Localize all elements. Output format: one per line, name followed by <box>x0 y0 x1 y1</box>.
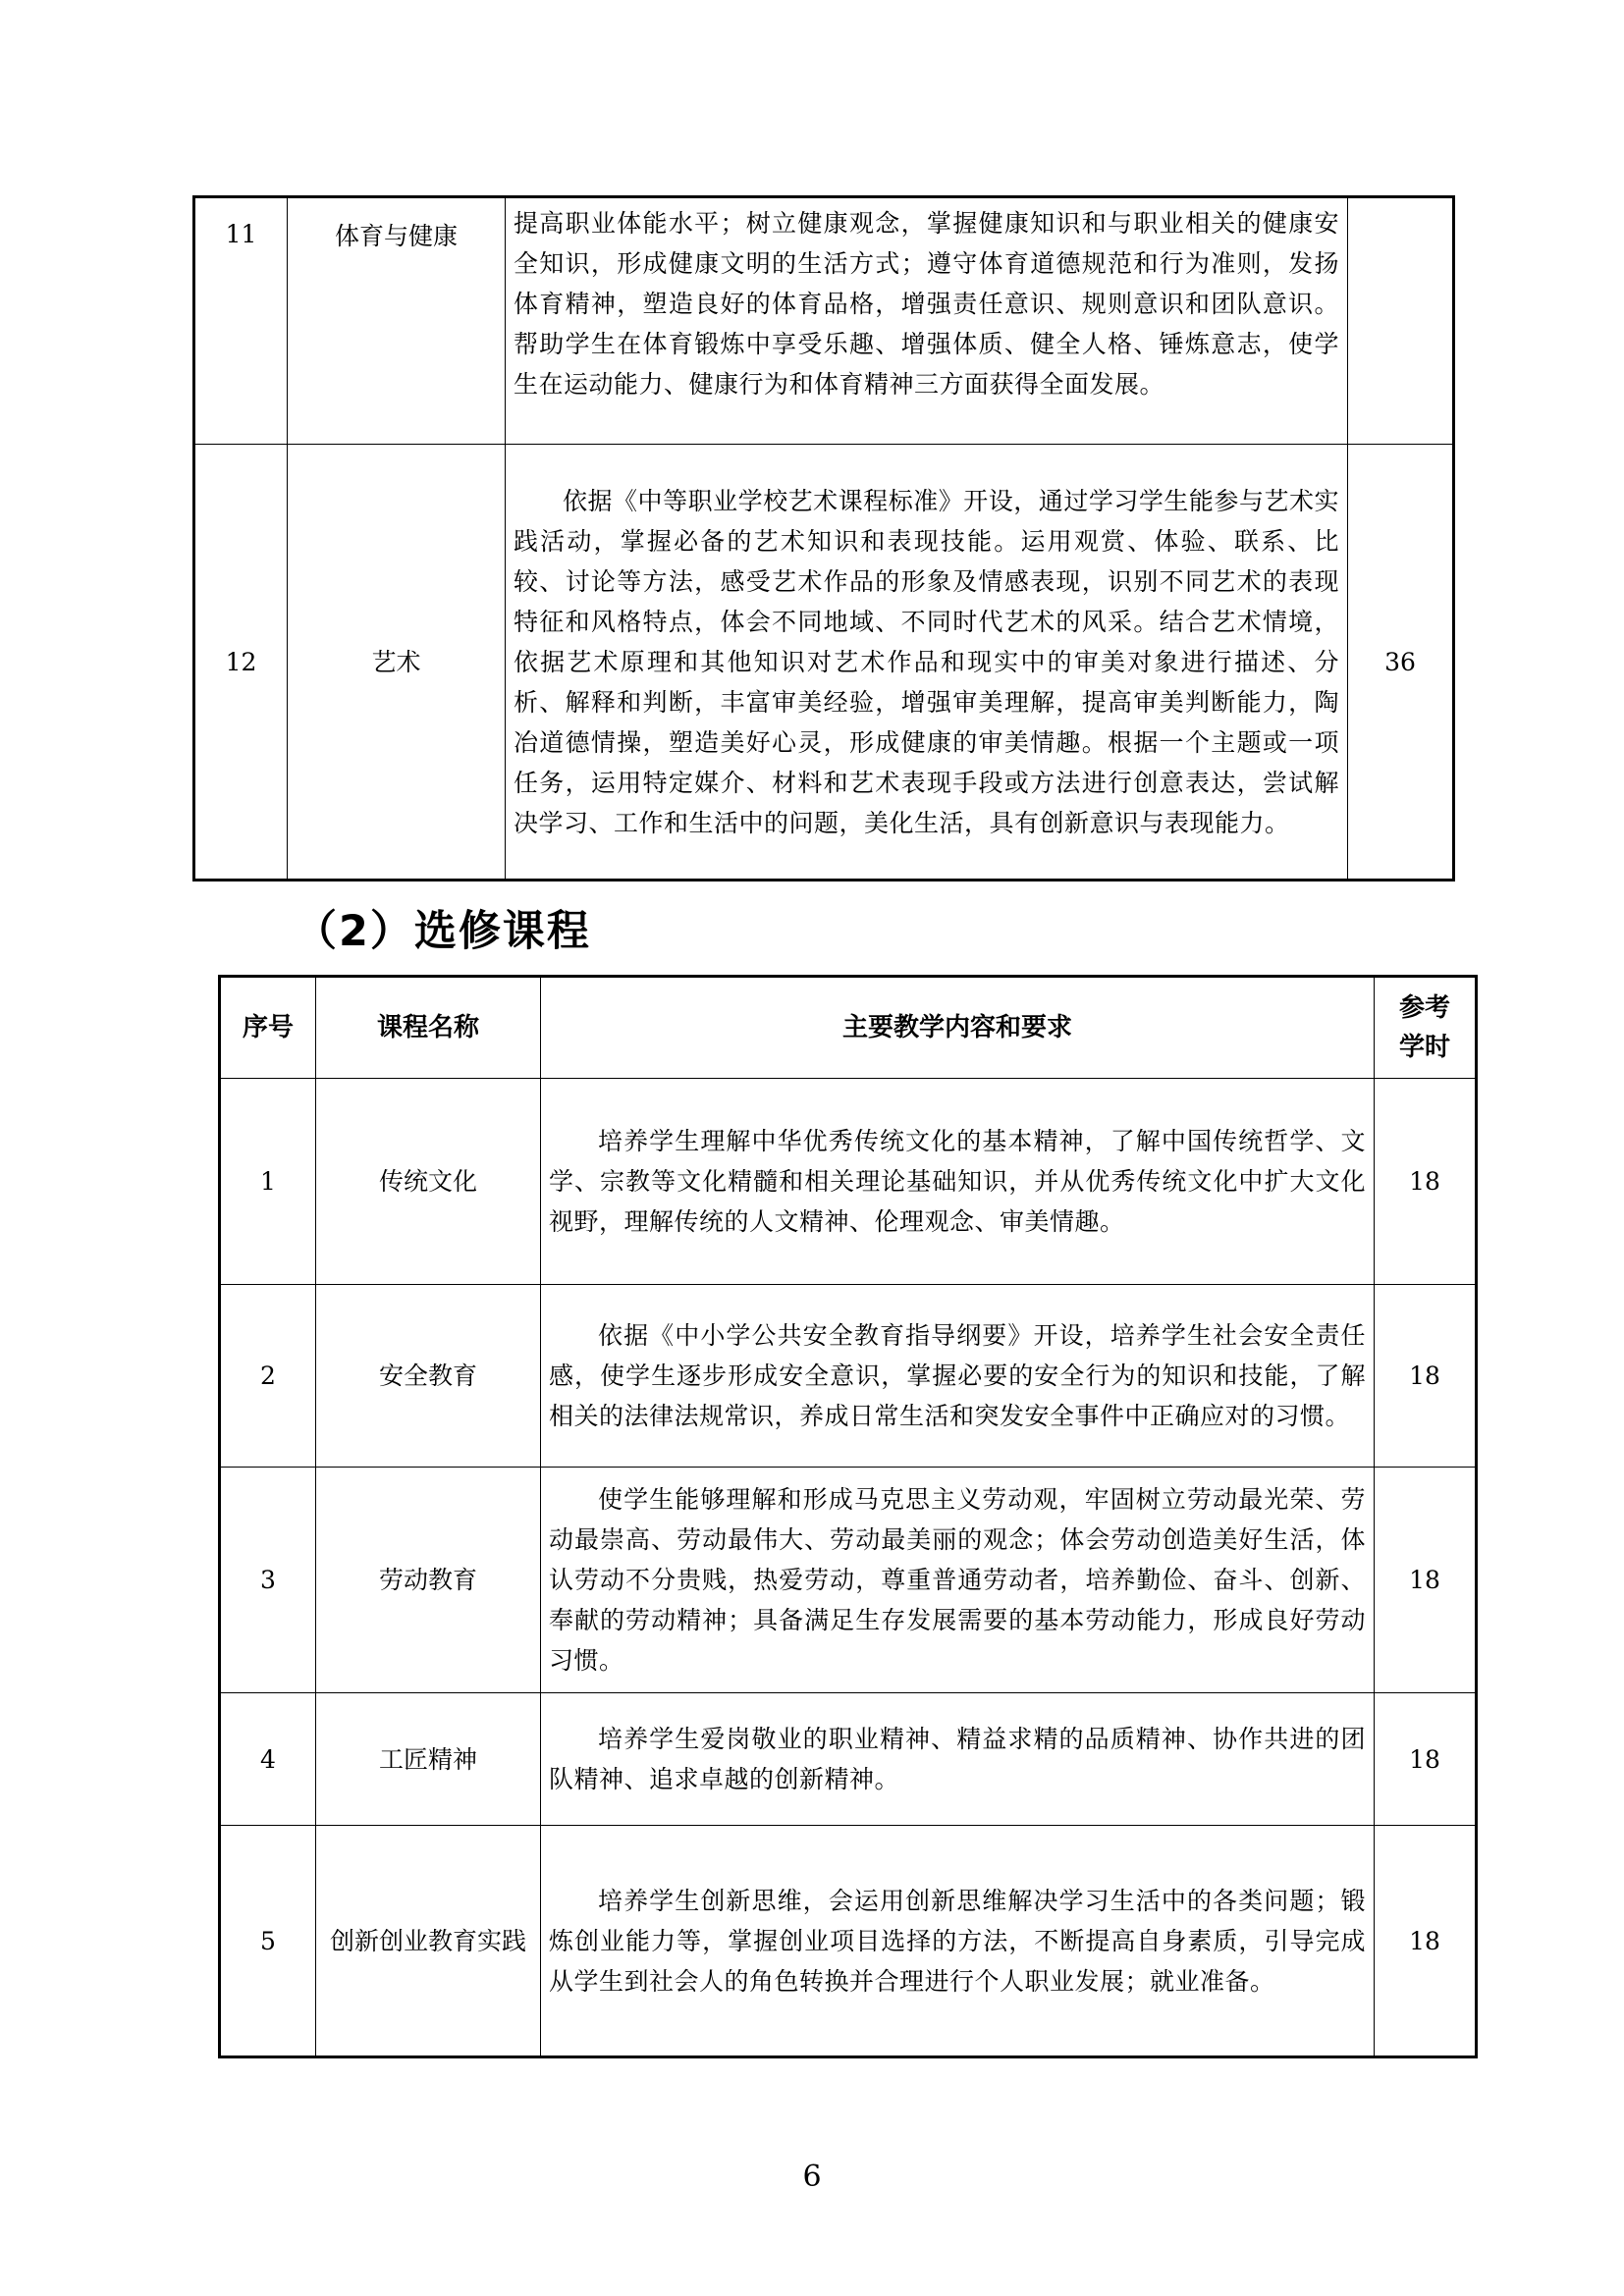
course-name: 工匠精神 <box>316 1693 541 1826</box>
header-hours-line1: 参考 <box>1398 993 1450 1023</box>
course-number: 12 <box>194 445 288 881</box>
course-content: 依据《中等职业学校艺术课程标准》开设，通过学习学生能参与艺术实践活动，掌握必备的艺术知识和表现技能。运用观赏、体验、联系、比较、讨论等方法，感受艺术作品的形象及情感表现，识别不同艺术的表现特征和风格特点，体会不同地域、不同时代艺术的风采。结合艺术情境，依据艺术原理和其他知识对艺术作品和现实中的审美对象进行描述、分析、解释和判断，丰富审美经验，增强审美理解，提高审美判断能力，陶冶道德情操，塑造美好心灵，形成健康的审美情趣。根据一个主题或一项任务，运用特定媒介、材料和艺术表现手段或方法进行创意表达，尝试解决学习、工作和生活中的问题，美化生活，具有创新意识与表现能力。 <box>506 445 1348 881</box>
course-number: 4 <box>220 1693 316 1826</box>
course-name: 创新创业教育实践 <box>316 1826 541 2057</box>
table-header-row <box>220 977 1477 1079</box>
course-content: 提高职业体能水平；树立健康观念，掌握健康知识和与职业相关的健康安全知识，形成健康文明的生活方式；遵守体育道德规范和行为准则，发扬体育精神，塑造良好的体育品格，增强责任意识、规则意识和团队意识。帮助学生在体育锻炼中享受乐趣、增强体质、健全人格、锤炼意志，使学生在运动能力、健康行为和体育精神三方面获得全面发展。 <box>506 197 1348 445</box>
header-num: 序号 <box>220 977 316 1079</box>
course-name: 传统文化 <box>316 1079 541 1285</box>
header-hours <box>1375 977 1477 1079</box>
table-row <box>194 197 1454 445</box>
course-number: 2 <box>220 1285 316 1468</box>
table-row <box>194 445 1454 881</box>
table-row <box>220 1285 1477 1468</box>
course-hours: 36 <box>1348 445 1454 881</box>
course-hours: 18 <box>1375 1079 1477 1285</box>
course-content: 使学生能够理解和形成马克思主义劳动观，牢固树立劳动最光荣、劳动最崇高、劳动最伟大、劳动最美丽的观念；体会劳动创造美好生活，体认劳动不分贵贱，热爱劳动，尊重普通劳动者，培养勤俭、奋斗、创新、奉献的劳动精神；具备满足生存发展需要的基本劳动能力，形成良好劳动习惯。 <box>541 1468 1375 1693</box>
course-number: 3 <box>220 1468 316 1693</box>
header-content: 主要教学内容和要求 <box>541 977 1375 1079</box>
section-title: （2）选修课程 <box>295 907 591 956</box>
table-row <box>220 1693 1477 1826</box>
course-content: 依据《中小学公共安全教育指导纲要》开设，培养学生社会安全责任感，使学生逐步形成安全意识，掌握必要的安全行为的知识和技能，了解相关的法律法规常识，养成日常生活和突发安全事件中正确应对的习惯。 <box>541 1285 1375 1468</box>
elective-courses-table <box>218 975 1478 2058</box>
table-row <box>220 1079 1477 1285</box>
course-name: 艺术 <box>288 445 506 881</box>
course-name: 劳动教育 <box>316 1468 541 1693</box>
page-number: 6 <box>802 2160 822 2194</box>
course-name: 安全教育 <box>316 1285 541 1468</box>
course-hours <box>1348 197 1454 445</box>
course-number: 5 <box>220 1826 316 2057</box>
course-name: 体育与健康 <box>288 197 506 445</box>
course-content: 培养学生理解中华优秀传统文化的基本精神，了解中国传统哲学、文学、宗教等文化精髓和相关理论基础知识，并从优秀传统文化中扩大文化视野，理解传统的人文精神、伦理观念、审美情趣。 <box>541 1079 1375 1285</box>
course-content: 培养学生创新思维，会运用创新思维解决学习生活中的各类问题；锻炼创业能力等，掌握创业项目选择的方法，不断提高自身素质，引导完成从学生到社会人的角色转换并合理进行个人职业发展；就业准备。 <box>541 1826 1375 2057</box>
course-content: 培养学生爱岗敬业的职业精神、精益求精的品质精神、协作共进的团队精神、追求卓越的创新精神。 <box>541 1693 1375 1826</box>
course-hours: 18 <box>1375 1693 1477 1826</box>
core-courses-table <box>192 195 1455 881</box>
header-name: 课程名称 <box>316 977 541 1079</box>
course-number: 11 <box>194 197 288 445</box>
header-hours-line2: 学时 <box>1398 1033 1450 1062</box>
course-number: 1 <box>220 1079 316 1285</box>
course-hours: 18 <box>1375 1285 1477 1468</box>
table-row <box>220 1468 1477 1693</box>
course-hours: 18 <box>1375 1826 1477 2057</box>
table-row <box>220 1826 1477 2057</box>
course-hours: 18 <box>1375 1468 1477 1693</box>
